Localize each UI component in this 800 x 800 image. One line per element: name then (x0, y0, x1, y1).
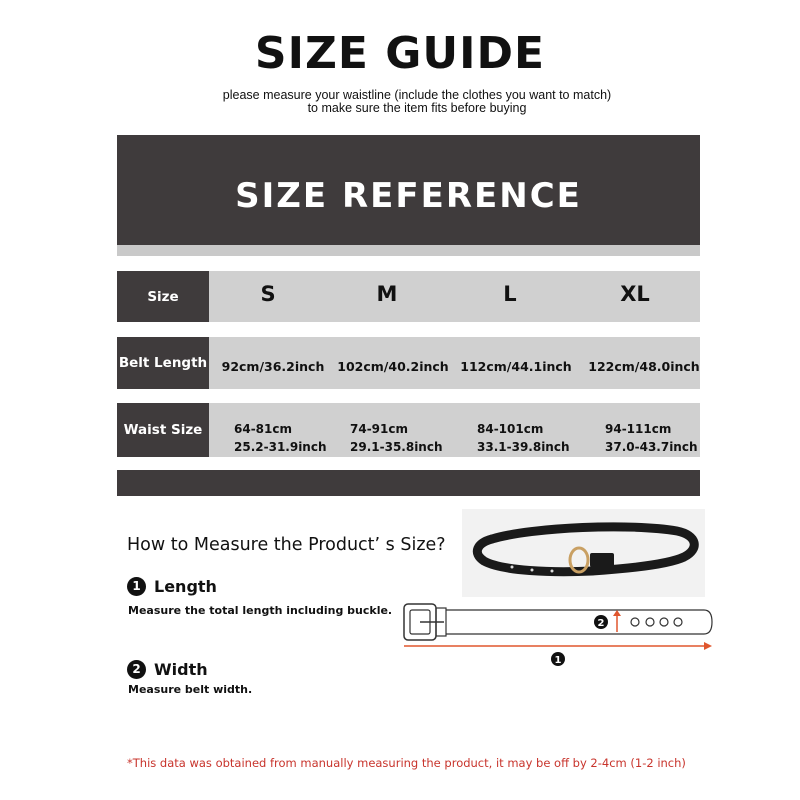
footnote: *This data was obtained from manually measuring the product, it may be off by 2-4cm (1-2 inch) (127, 756, 686, 770)
step-2-title: Width (154, 660, 208, 679)
belt-photo (462, 509, 705, 597)
step-2-badge: 2 (127, 660, 146, 679)
length-marker: 1 (554, 655, 562, 666)
waist-l-cm: 84-101cm (477, 422, 544, 436)
waist-s (234, 420, 327, 456)
step-1-description: Measure the total length including buckle. (128, 604, 393, 617)
waist-xl-cm: 94-111cm (605, 422, 672, 436)
step-width (127, 659, 208, 679)
waist-size-label: Waist Size (117, 403, 209, 457)
length-xl: 122cm/48.0inch (588, 359, 700, 374)
waist-m-cm: 74-91cm (350, 422, 408, 436)
page-title: SIZE GUIDE (254, 28, 546, 79)
waist-l (477, 420, 570, 456)
waist-m-inch: 29.1-35.8inch (350, 440, 443, 454)
table-bottom-band (117, 470, 700, 496)
subtitle-line-1: please measure your waistline (include the clothes you want to match) (222, 88, 612, 102)
belt-outline-diagram (398, 598, 718, 672)
step-1-title: Length (154, 577, 217, 596)
reference-title: SIZE REFERENCE (235, 176, 582, 216)
measure-heading: How to Measure the Product’ s Size? (127, 535, 446, 555)
step-2-description: Measure belt width. (128, 683, 253, 696)
size-s: S (260, 282, 276, 306)
length-m: 102cm/40.2inch (337, 359, 449, 374)
size-row-label: Size (117, 271, 209, 322)
step-1-badge: 1 (127, 577, 146, 596)
size-m: M (376, 282, 398, 306)
waist-l-inch: 33.1-39.8inch (477, 440, 570, 454)
belt-length-label: Belt Length (117, 337, 209, 389)
reference-band-shadow (117, 244, 700, 256)
size-l: L (503, 282, 517, 306)
size-xl: XL (620, 282, 650, 306)
width-marker: 2 (597, 618, 605, 629)
width-arrow-icon (613, 610, 621, 632)
waist-xl-inch: 37.0-43.7inch (605, 440, 698, 454)
length-s: 92cm/36.2inch (221, 359, 325, 374)
subtitle-line-2: to make sure the item fits before buying (307, 101, 527, 115)
waist-s-cm: 64-81cm (234, 422, 292, 436)
waist-m (350, 420, 443, 456)
waist-s-inch: 25.2-31.9inch (234, 440, 327, 454)
length-l: 112cm/44.1inch (460, 359, 572, 374)
step-length (127, 576, 217, 596)
length-arrow-icon (404, 642, 712, 650)
waist-xl (605, 420, 698, 456)
